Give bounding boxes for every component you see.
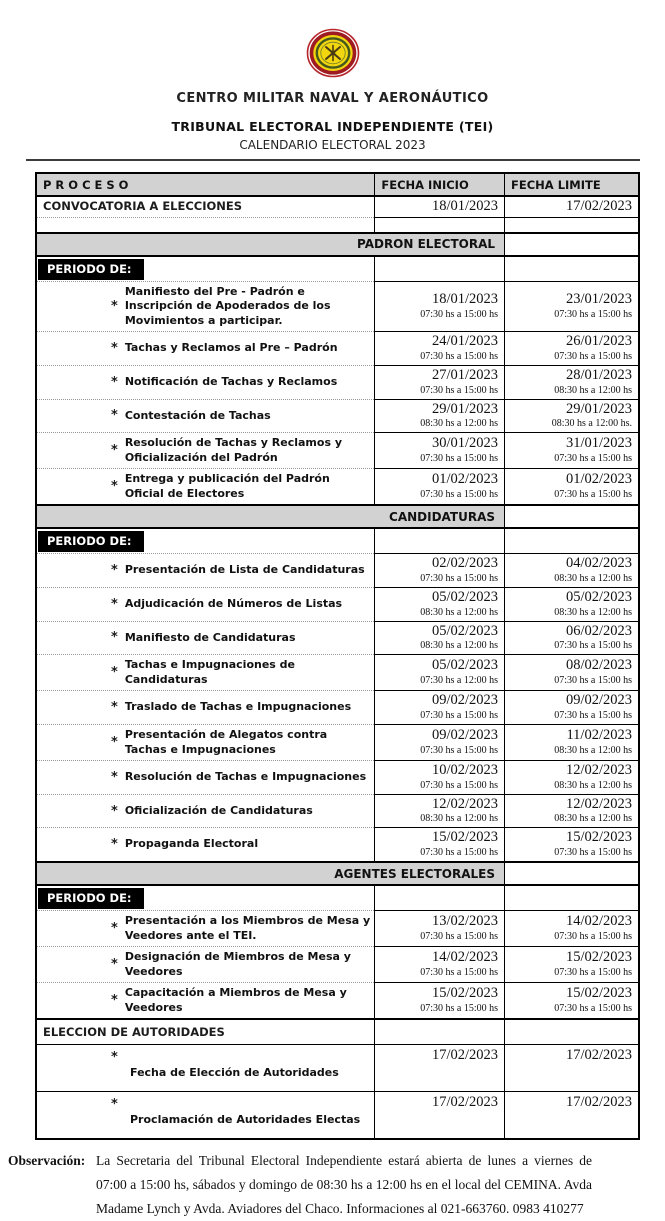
calendar-item-row (36, 281, 639, 332)
calendar-item-row (36, 332, 639, 366)
limit-date: 09/02/2023 (565, 692, 632, 709)
limit-time: 07:30 hs a 15:00 hs (554, 453, 632, 465)
bullet-asterisk-icon: * (111, 563, 118, 579)
limit-date: 01/02/2023 (565, 471, 632, 488)
start-date: 05/02/2023 (431, 588, 499, 605)
bullet-asterisk-icon: * (111, 443, 118, 459)
limit-date: 26/01/2023 (565, 333, 632, 350)
start-time: 08:30 hs a 12:00 hs (420, 606, 499, 618)
limit-time: 07:30 hs a 15:00 hs (554, 930, 632, 942)
limit-time: 08:30 hs a 12:00 hs. (551, 418, 632, 430)
limit-date: 23/01/2023 (565, 291, 632, 308)
item-label: Manifiesto del Pre - Padrón e Inscripción de Apoderados de los Movimientos a participar. (124, 284, 331, 327)
calendar-item-row (36, 621, 639, 655)
bullet-asterisk-icon: * (111, 700, 118, 716)
start-date: 29/01/2023 (431, 400, 499, 417)
start-time: 07:30 hs a 15:00 hs (420, 350, 499, 362)
limit-time: 08:30 hs a 12:00 hs (554, 572, 632, 584)
limit-time: 07:30 hs a 15:00 hs (554, 1002, 632, 1014)
bullet-asterisk-icon: * (111, 837, 118, 853)
start-date: 09/02/2023 (431, 727, 499, 744)
limit-time: 07:30 hs a 15:00 hs (554, 966, 632, 978)
item-label: Resolución de Tachas e Impugnaciones (124, 770, 367, 784)
limit-time: 08:30 hs a 12:00 hs (554, 606, 632, 618)
start-time: 07:30 hs a 15:00 hs (420, 453, 499, 465)
eleccion-autoridades-row (36, 1019, 639, 1045)
calendar-item-row (36, 399, 639, 433)
item-label: Oficialización de Candidaturas (124, 803, 313, 817)
item-label: Fecha de Elección de Autoridades (130, 1066, 339, 1080)
item-label: Resolución de Tachas y Reclamos y Oficialización del Padrón (124, 436, 342, 464)
eleccion-label: ELECCION DE AUTORIDADES (36, 1019, 375, 1045)
section-title: CANDIDATURAS (36, 505, 505, 528)
bullet-asterisk-icon: * (111, 479, 118, 495)
convocatoria-start-date: 18/01/2023 (431, 198, 499, 214)
calendar-item-row (36, 587, 639, 621)
limit-date: 08/02/2023 (565, 657, 632, 674)
limit-time: 08:30 hs a 12:00 hs (554, 779, 632, 791)
limit-time: 07:30 hs a 15:00 hs (554, 489, 632, 501)
start-date: 24/01/2023 (431, 333, 499, 350)
spacer-row (36, 217, 639, 233)
column-header-proceso: P R O C E S O (36, 173, 375, 196)
item-label: Capacitación a Miembros de Mesa y Veedores (124, 986, 347, 1014)
periodo-row (36, 528, 639, 554)
limit-date: 12/02/2023 (565, 762, 632, 779)
limit-time: 07:30 hs a 15:00 hs (554, 308, 632, 320)
calendar-item-row (36, 655, 639, 691)
section-bar-agentes (36, 862, 639, 885)
convocatoria-row (36, 196, 639, 217)
periodo-label: PERIODO DE: (38, 888, 144, 909)
start-time: 07:30 hs a 15:00 hs (420, 572, 499, 584)
bullet-asterisk-icon: * (111, 769, 118, 785)
start-date: 01/02/2023 (431, 471, 499, 488)
item-label: Tachas y Reclamos al Pre – Padrón (124, 341, 338, 355)
section-title: AGENTES ELECTORALES (36, 862, 505, 885)
bullet-asterisk-icon: * (111, 408, 118, 424)
calendar-item-row (36, 828, 639, 862)
limit-date: 06/02/2023 (565, 622, 632, 639)
start-date: 09/02/2023 (431, 692, 499, 709)
observation-label: Observación: (8, 1153, 86, 1169)
item-label: Manifiesto de Candidaturas (124, 630, 296, 644)
limit-time: 07:30 hs a 15:00 hs (554, 640, 632, 652)
header-divider (26, 159, 640, 161)
calendar-item-row (36, 947, 639, 983)
table-header-row (36, 173, 639, 196)
limit-date: 11/02/2023 (566, 727, 632, 744)
item-label: Propaganda Electoral (124, 837, 259, 851)
limit-date: 17/02/2023 (565, 1094, 632, 1111)
convocatoria-limit-date: 17/02/2023 (565, 198, 632, 214)
limit-time: 07:30 hs a 15:00 hs (554, 350, 632, 362)
limit-time: 08:30 hs a 12:00 hs (554, 744, 632, 756)
column-header-fecha-inicio: FECHA INICIO (375, 173, 505, 196)
start-date: 17/02/2023 (431, 1047, 499, 1064)
section-title: PADRON ELECTORAL (36, 233, 505, 256)
start-time: 07:30 hs a 12:00 hs (420, 675, 499, 687)
start-date: 15/02/2023 (431, 829, 499, 846)
start-time: 07:30 hs a 15:00 hs (420, 1002, 499, 1014)
limit-date: 12/02/2023 (565, 795, 632, 812)
calendar-item-row (36, 365, 639, 399)
item-label: Presentación de Lista de Candidaturas (124, 563, 365, 577)
start-time: 08:30 hs a 12:00 hs (420, 640, 499, 652)
column-header-fecha-limite: FECHA LIMITE (505, 173, 639, 196)
calendar-item-row (36, 794, 639, 828)
convocatoria-label: CONVOCATORIA A ELECCIONES (36, 196, 375, 217)
item-label: Contestación de Tachas (124, 408, 271, 422)
observation-text: La Secretaria del Tribunal Electoral Independiente estará abierta de lunes a viernes de 07:00 a 15:00 hs, sábados y domingo de 08:30 hs a 12:00 hs en el local del CEMINA. Avda Madame Lynch y Avda. Aviadores del Chaco. Informaciones al 021-663760. 0983 410277 (96, 1153, 592, 1217)
start-date: 13/02/2023 (431, 913, 499, 930)
start-time: 07:30 hs a 15:00 hs (420, 308, 499, 320)
bullet-asterisk-icon: * (111, 374, 118, 390)
bullet-asterisk-icon: * (111, 803, 118, 819)
start-date: 18/01/2023 (431, 291, 499, 308)
calendar-item-row (36, 554, 639, 588)
limit-date: 15/02/2023 (565, 985, 632, 1002)
limit-date: 15/02/2023 (565, 829, 632, 846)
periodo-row (36, 885, 639, 911)
tribunal-title: TRIBUNAL ELECTORAL INDEPENDIENTE (TEI) (171, 119, 494, 134)
bullet-asterisk-icon: * (111, 993, 118, 1009)
limit-date: 31/01/2023 (565, 435, 632, 452)
item-label: Entrega y publicación del Padrón Oficial de Electores (124, 472, 330, 500)
calendar-item-row (36, 469, 639, 506)
bullet-asterisk-icon: * (111, 298, 118, 314)
bullet-asterisk-icon: * (111, 1097, 118, 1113)
org-title: CENTRO MILITAR NAVAL Y AERONÁUTICO (176, 91, 489, 106)
bullet-asterisk-icon: * (111, 596, 118, 612)
item-label: Presentación de Alegatos contra Tachas e Impugnaciones (124, 728, 328, 756)
bullet-asterisk-icon: * (111, 341, 118, 357)
item-label: Presentación a los Miembros de Mesa y Veedores ante el TEI. (124, 914, 371, 942)
start-time: 07:30 hs a 15:00 hs (420, 779, 499, 791)
start-time: 07:30 hs a 15:00 hs (420, 384, 499, 396)
limit-date: 04/02/2023 (565, 555, 632, 572)
calendar-item-row (36, 1045, 639, 1092)
logo-container (0, 28, 665, 82)
bullet-asterisk-icon: * (111, 630, 118, 646)
calendar-item-row (36, 1092, 639, 1140)
limit-date: 15/02/2023 (565, 949, 632, 966)
item-label: Tachas e Impugnaciones de Candidaturas (124, 658, 296, 686)
limit-time: 08:30 hs a 12:00 hs (554, 813, 632, 825)
start-time: 08:30 hs a 12:00 hs (420, 813, 499, 825)
calendar-item-row (36, 911, 639, 947)
item-label: Adjudicación de Números de Listas (124, 597, 343, 611)
calendar-item-row (36, 761, 639, 795)
start-time: 07:30 hs a 15:00 hs (420, 489, 499, 501)
start-date: 15/02/2023 (431, 985, 499, 1002)
start-date: 30/01/2023 (431, 435, 499, 452)
bullet-asterisk-icon: * (111, 735, 118, 751)
limit-time: 08:30 hs a 12:00 hs (554, 384, 632, 396)
start-date: 27/01/2023 (431, 366, 499, 383)
limit-time: 07:30 hs a 15:00 hs (554, 675, 632, 687)
section-bar-candidaturas (36, 505, 639, 528)
limit-date: 05/02/2023 (565, 588, 632, 605)
start-date: 02/02/2023 (431, 555, 499, 572)
limit-date: 17/02/2023 (565, 1047, 632, 1064)
item-label: Designación de Miembros de Mesa y Veedores (124, 950, 351, 978)
start-date: 10/02/2023 (431, 762, 499, 779)
limit-date: 28/01/2023 (565, 366, 632, 383)
bullet-asterisk-icon: * (111, 957, 118, 973)
bullet-asterisk-icon: * (111, 921, 118, 937)
item-label: Notificación de Tachas y Reclamos (124, 374, 338, 388)
item-label: Traslado de Tachas e Impugnaciones (124, 700, 352, 714)
periodo-label: PERIODO DE: (38, 531, 144, 552)
bullet-asterisk-icon: * (111, 1050, 118, 1066)
start-date: 12/02/2023 (431, 795, 499, 812)
calendar-item-row (36, 433, 639, 469)
limit-time: 07:30 hs a 15:00 hs (554, 710, 632, 722)
calendar-item-row (36, 983, 639, 1020)
bullet-asterisk-icon: * (111, 665, 118, 681)
start-time: 07:30 hs a 15:00 hs (420, 966, 499, 978)
limit-date: 14/02/2023 (565, 913, 632, 930)
start-time: 07:30 hs a 15:00 hs (420, 710, 499, 722)
section-bar-padron (36, 233, 639, 256)
limit-time: 07:30 hs a 15:00 hs (554, 847, 632, 859)
start-date: 14/02/2023 (431, 949, 499, 966)
calendar-subtitle: CALENDARIO ELECTORAL 2023 (239, 138, 426, 152)
start-date: 05/02/2023 (431, 622, 499, 639)
calendar-item-row (36, 725, 639, 761)
electoral-calendar-table (35, 172, 640, 1140)
start-time: 07:30 hs a 15:00 hs (420, 744, 499, 756)
start-time: 07:30 hs a 15:00 hs (420, 847, 499, 859)
start-time: 08:30 hs a 12:00 hs (420, 418, 499, 430)
start-time: 07:30 hs a 15:00 hs (420, 930, 499, 942)
limit-date: 29/01/2023 (565, 400, 632, 417)
observation-note (8, 1149, 592, 1221)
calendar-item-row (36, 691, 639, 725)
periodo-label: PERIODO DE: (38, 259, 144, 280)
start-date: 17/02/2023 (431, 1094, 499, 1111)
start-date: 05/02/2023 (431, 657, 499, 674)
periodo-row (36, 256, 639, 282)
military-seal-icon (306, 28, 360, 78)
item-label: Proclamación de Autoridades Electas (130, 1113, 361, 1127)
